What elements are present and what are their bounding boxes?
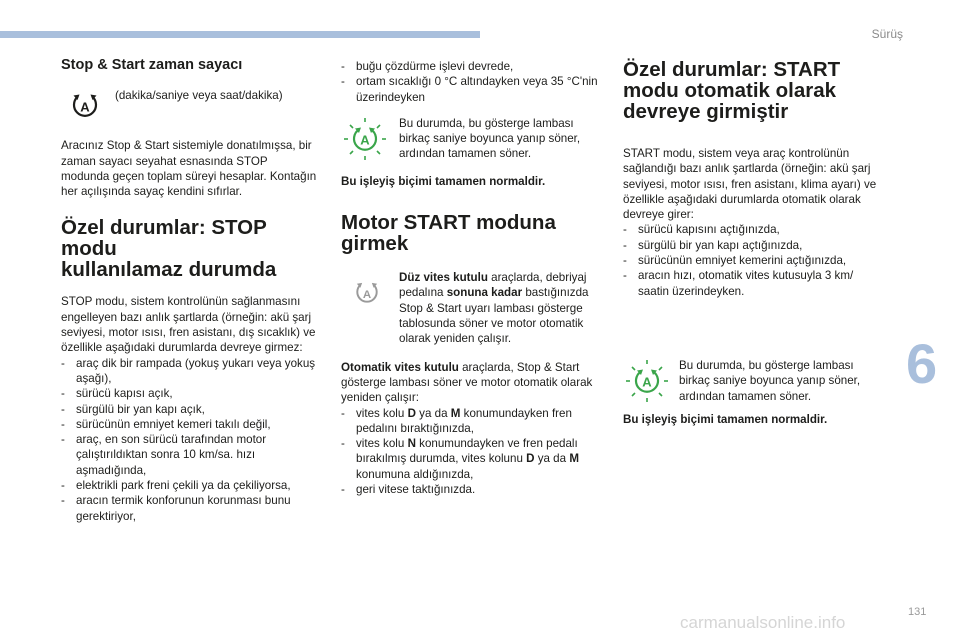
motor-start-heading <box>341 212 601 254</box>
start-heading-line3: devreye girmiştir <box>623 100 789 123</box>
column-middle <box>341 59 601 497</box>
list-item: - geri vitese taktığınızda. <box>341 482 601 497</box>
start-conditions-list <box>623 222 879 298</box>
timer-icon-caption: (dakika/saniye veya saat/dakika) <box>115 89 283 103</box>
list-item: - sürücü kapısı açık, <box>61 386 317 401</box>
list-item: - elektrikli park freni çekili ya da çekiliyorsa, <box>61 478 317 493</box>
svg-text:A: A <box>360 132 370 148</box>
stop-start-blinking-icon <box>623 358 671 404</box>
svg-text:A: A <box>80 99 90 115</box>
list-item: - sürücünün emniyet kemeri takılı değil, <box>61 417 317 432</box>
stop-start-off-icon <box>349 270 385 316</box>
motor-heading-line1: Motor START moduna <box>341 211 556 235</box>
list-item: - sürücü kapısını açtığınızda, <box>623 222 879 237</box>
timer-intro: Aracınız Stop & Start sistemiyle donatılmışsa, bir zaman sayacı seyahat esnasında STOP modunda geçen toplam süreyi hesaplar. Kontağın her açılışında sayaç kendini sıfırlar. <box>61 139 317 199</box>
start-heading <box>623 59 879 122</box>
stop-intro: STOP modu, sistem kontrolünün sağlanmasını engelleyen bazı anlık şartlarda (örneğin: akü şarj seviyesi, motor ısısı, fren asistanı, dış sıcaklık) ve özellikle aşağıdaki durumlarda devreye girmez: <box>61 295 316 355</box>
start-heading-line2: modu otomatik olarak <box>623 79 837 102</box>
list-item: - aracın hızı, otomatik vites kutusuyla 3 km/ saatin üzerindeyken. <box>623 268 879 299</box>
list-item: - araç dik bir rampada (yokuş yukarı veya yokuş aşağı), <box>61 356 317 387</box>
chapter-color-bar <box>0 31 480 38</box>
list-item: - ortam sıcaklığı 0 °C altındayken veya 35 °C'nin üzerindeyken <box>341 74 601 105</box>
manual-gearbox-text: Düz vites kutulu araçlarda, debriyaj pedalına sonuna kadar bastığınızda Stop & Start uyarı lambası gösterge tablosunda söner ve motor otomatik olarak yeniden çalışır. <box>399 271 589 346</box>
start-blink-icon-row <box>623 358 879 404</box>
stop-start-icon <box>63 88 107 124</box>
auto-gearbox-list <box>341 406 601 498</box>
blink-icon-row <box>341 116 601 162</box>
column-right <box>623 59 879 427</box>
svg-text:A: A <box>642 374 652 390</box>
stop-heading-line1: Özel durumlar: STOP modu <box>61 216 267 261</box>
start-normal-note: Bu işleyiş biçimi tamamen normaldir. <box>623 412 828 426</box>
list-item: - buğu çözdürme işlevi devrede, <box>341 59 601 74</box>
list-item: - sürgülü bir yan kapı açık, <box>61 402 317 417</box>
column-left <box>61 58 317 524</box>
timer-heading: Stop & Start zaman sayacı <box>61 57 243 73</box>
list-item: - sürgülü bir yan kapı açtığınızda, <box>623 238 879 253</box>
watermark: carmanualsonline.info <box>680 613 846 632</box>
section-title: Sürüş <box>871 27 903 41</box>
list-item: - araç, en son sürücü tarafından motor çalıştırıldıktan sonra 10 km/sa. hızı aşmadığında, <box>61 432 317 478</box>
chapter-tab-number: 6 <box>906 332 938 395</box>
stop-heading <box>61 217 317 280</box>
start-heading-line1: Özel durumlar: START <box>623 58 841 81</box>
list-item: - sürücünün emniyet kemerini açtığınızda, <box>623 253 879 268</box>
stop-conditions-list <box>61 356 317 524</box>
motor-heading-line2: girmek <box>341 232 409 256</box>
list-item: - vites kolu D ya da M konumundayken fren pedalını bıraktığınızda, <box>341 406 601 437</box>
list-item: - aracın termik konforunun korunması bunu gerektiriyor, <box>61 493 317 524</box>
stop-conditions-continued <box>341 59 601 105</box>
auto-gearbox-intro: Otomatik vites kutulu araçlarda, Stop & Start gösterge lambası söner ve motor otomatik olarak yeniden çalışır: <box>341 360 593 405</box>
timer-icon-row <box>61 88 317 124</box>
page-number: 131 <box>908 606 927 618</box>
normal-note: Bu işleyiş biçimi tamamen normaldir. <box>341 174 546 188</box>
svg-text:A: A <box>362 289 372 302</box>
list-item: - vites kolu N konumundayken ve fren pedalı bırakılmış durumda, vites kolunu D ya da M konumuna aldığınızda, <box>341 436 601 482</box>
manual-gearbox-row <box>341 270 601 346</box>
start-blink-text: Bu durumda, bu gösterge lambası birkaç saniye boyunca yanıp söner, ardından tamamen söner. <box>679 358 861 403</box>
stop-heading-line2: kullanılamaz durumda <box>61 258 277 282</box>
stop-start-blinking-icon <box>341 116 389 162</box>
start-intro: START modu, sistem veya araç kontrolünün sağlandığı bazı anlık şartlarda (örneğin: akü şarj seviyesi, motor ısısı, fren asistanı, klima ayarı) ve özellikle aşağıdaki durumlarda otomatik olarak devreye girer: <box>623 147 877 222</box>
blink-text: Bu durumda, bu gösterge lambası birkaç saniye boyunca yanıp söner, ardından tamamen söner. <box>399 116 581 161</box>
